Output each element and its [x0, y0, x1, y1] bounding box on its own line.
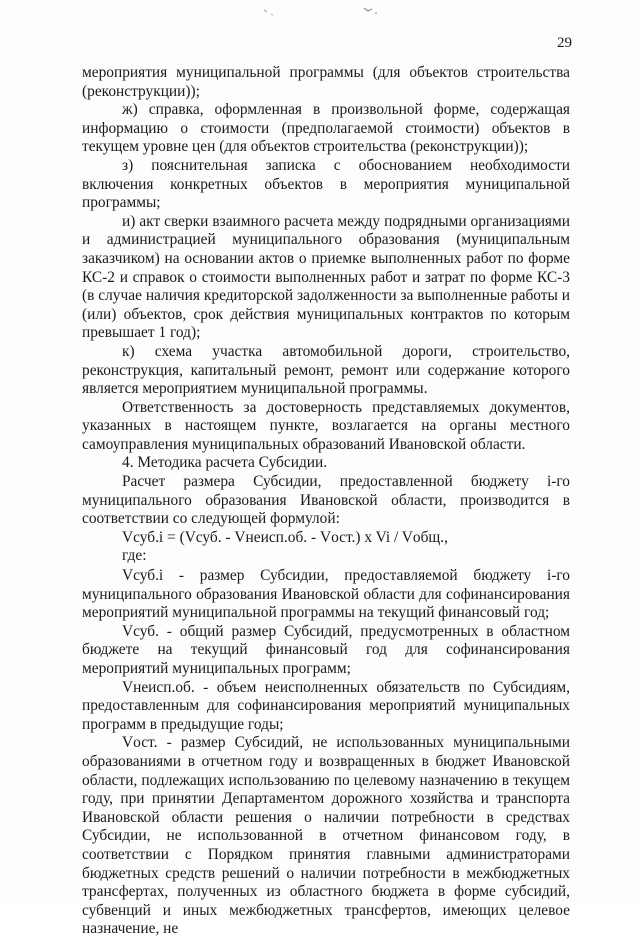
definition-vsub: Vсуб. - общий размер Субсидий, предусмотренных в областном бюджете на текущий финансовый год для софинансирования мероприятий муниципальных программ; [82, 622, 570, 677]
paragraph-calculation-intro: Расчет размера Субсидии, предоставленной бюджету i-го муниципального образования Ивановской области, производится в соответствии со следующей формулой: [82, 473, 570, 528]
paragraph-item-zh: ж) справка, оформленная в произвольной форме, содержащая информацию о стоимости (предполагаемой стоимости) объектов в текущем уровне цен (для объектов строительства (реконструкции)); [82, 101, 570, 156]
subsidy-formula: Vсуб.i = (Vсуб. - Vнеисп.об. - Vост.) x Vi / Vобщ., [122, 528, 448, 546]
paragraph-responsibility: Ответственность за достоверность представляемых документов, указанных в настоящем пункте, возлагается на органы местного самоуправления муниципальных образований Ивановской области. [82, 398, 570, 453]
scan-artifact-marks [258, 4, 388, 18]
definition-vsub-i: Vсуб.i - размер Субсидии, предоставляемой бюджету i-го муниципального образования Ивановской области для софинансирования мероприятий муниципальной программы на текущий финансовый год; [82, 567, 570, 622]
paragraph-item-k: к) схема участка автомобильной дороги, строительство, реконструкция, капитальный ремонт, ремонт или содержание которого является мероприятием муниципальной программы. [82, 342, 570, 398]
formula-where-label: где: [122, 547, 147, 565]
paragraph-item-i: и) акт сверки взаимного расчета между подрядными организациями и администрацией муниципального образования (муниципальным заказчиком) на основании актов о приемке выполненных работ по форме КС-2 и справок о стоимости выполненных работ и затрат по форме КС-3 (в случае наличия кредиторской задолженности за выполненные работы и (или) объектов, срок действия муниципальных контрактов по которым превышает 1 год); [82, 212, 570, 342]
section-heading-methodology: 4. Методика расчета Субсидии. [122, 454, 328, 472]
definition-vost: Vост. - размер Субсидий, не использованных муниципальными образованиями в отчетном году и возвращенных в бюджет Ивановской области, подлежащих использованию по целевому назначению в текущем году, при принятии Департаментом дорожного хозяйства и транспорта Ивановской области решения о наличии потребности в средствах Субсидии, не использованной в отчетном финансовом году, в соответствии с Порядком принятия главными администраторами бюджетных средств решений о наличии потребности в межбюджетных трансфертах, полученных из областного бюджета в форме субсидий, субвенций и иных межбюджетных трансфертов, имеющих целевое назначение, не [82, 734, 570, 938]
paragraph-continuation: мероприятия муниципальной программы (для объектов строительства (реконструкции)); [82, 64, 570, 100]
document-body [82, 64, 570, 939]
definition-vneisp: Vнеисп.об. - объем неисполненных обязательств по Субсидиям, предоставленным для софинансирования мероприятий муниципальных программ в предыдущие годы; [82, 678, 570, 733]
page-number: 29 [557, 35, 572, 51]
paragraph-item-z: з) пояснительная записка с обоснованием необходимости включения конкретных объектов в мероприятия муниципальной программы; [82, 156, 570, 212]
